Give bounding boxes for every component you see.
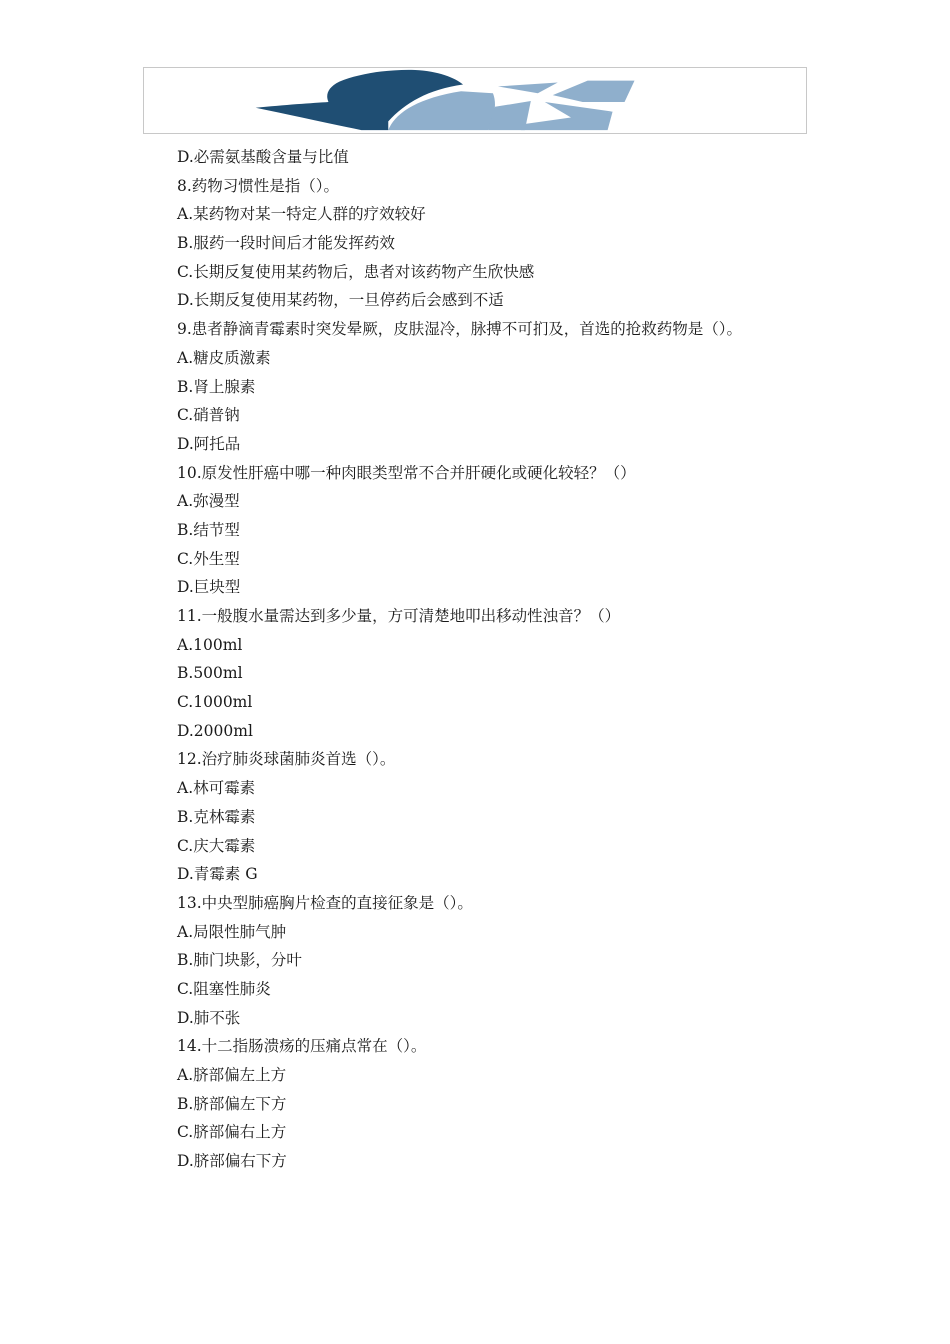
- question-10-option-c: C.外生型: [177, 549, 240, 568]
- question-9-option-c: C.硝普钠: [177, 406, 240, 425]
- question-8-option-d: D.长期反复使用某药物，一旦停药后会感到不适: [177, 291, 504, 310]
- question-14-option-c: C.脐部偏右上方: [177, 1123, 287, 1142]
- question-9-option-d: D.阿托品: [177, 434, 241, 453]
- question-13-stem: 13.中央型肺癌胸片检查的直接征象是（）。: [177, 893, 473, 912]
- question-14-option-b: B.脐部偏左下方: [177, 1094, 287, 1113]
- question-14-option-d: D.脐部偏右下方: [177, 1152, 287, 1171]
- question-11-stem: 11.一般腹水量需达到多少量，方可清楚地叩出移动性浊音？（）: [177, 607, 621, 625]
- question-7-option-d: D.必需氨基酸含量与比值: [177, 148, 349, 166]
- question-11-option-b: B.500ml: [177, 664, 243, 683]
- question-14-stem: 14.十二指肠溃疡的压痛点常在（）。: [177, 1037, 427, 1056]
- question-13-option-a: A.局限性肺气肿: [177, 922, 287, 941]
- question-8-option-c: C.长期反复使用某药物后，患者对该药物产生欣快感: [177, 262, 535, 281]
- question-10-option-a: A.弥漫型: [177, 492, 240, 511]
- header-banner: [143, 67, 807, 134]
- logo-light-shape-5: [553, 81, 635, 102]
- question-list: [177, 143, 817, 1176]
- question-9-stem: 9.患者静滴青霉素时突发晕厥，皮肤湿冷，脉搏不可扪及，首选的抢救药物是（）。: [177, 320, 743, 339]
- question-9-option-b: B.肾上腺素: [177, 377, 256, 396]
- question-8-stem: 8.药物习惯性是指（）。: [177, 176, 340, 195]
- question-12-option-a: A.林可霉素: [177, 779, 256, 798]
- question-9-option-a: A.糖皮质激素: [177, 348, 271, 367]
- question-10-stem: 10.原发性肝癌中哪一种肉眼类型常不合并肝硬化或硬化较轻？（）: [177, 463, 636, 482]
- logo-light-shape-3: [498, 83, 558, 94]
- question-10-option-b: B.结节型: [177, 520, 240, 539]
- question-8-option-a: A.某药物对某一特定人群的疗效较好: [177, 205, 426, 224]
- question-14-option-a: A.脐部偏左上方: [177, 1066, 287, 1084]
- question-10-option-d: D.巨块型: [177, 578, 241, 597]
- question-8-option-b: B.服药一段时间后才能发挥药效: [177, 234, 395, 253]
- question-12-option-c: C.庆大霉素: [177, 836, 256, 855]
- question-13-option-b: B.肺门块影，分叶: [177, 951, 302, 970]
- question-13-option-d: D.肺不张: [177, 1008, 241, 1027]
- question-12-stem: 12.治疗肺炎球菌肺炎首选（）。: [177, 750, 396, 769]
- question-12-option-b: B.克林霉素: [177, 807, 256, 826]
- question-12-option-d: D.青霉素 G: [177, 865, 258, 884]
- question-11-option-d: D.2000ml: [177, 721, 253, 740]
- decorative-wave-logo-icon: [144, 68, 806, 133]
- question-11-option-c: C.1000ml: [177, 693, 253, 712]
- question-13-option-c: C.阻塞性肺炎: [177, 979, 271, 998]
- question-11-option-a: A.100ml: [177, 635, 243, 654]
